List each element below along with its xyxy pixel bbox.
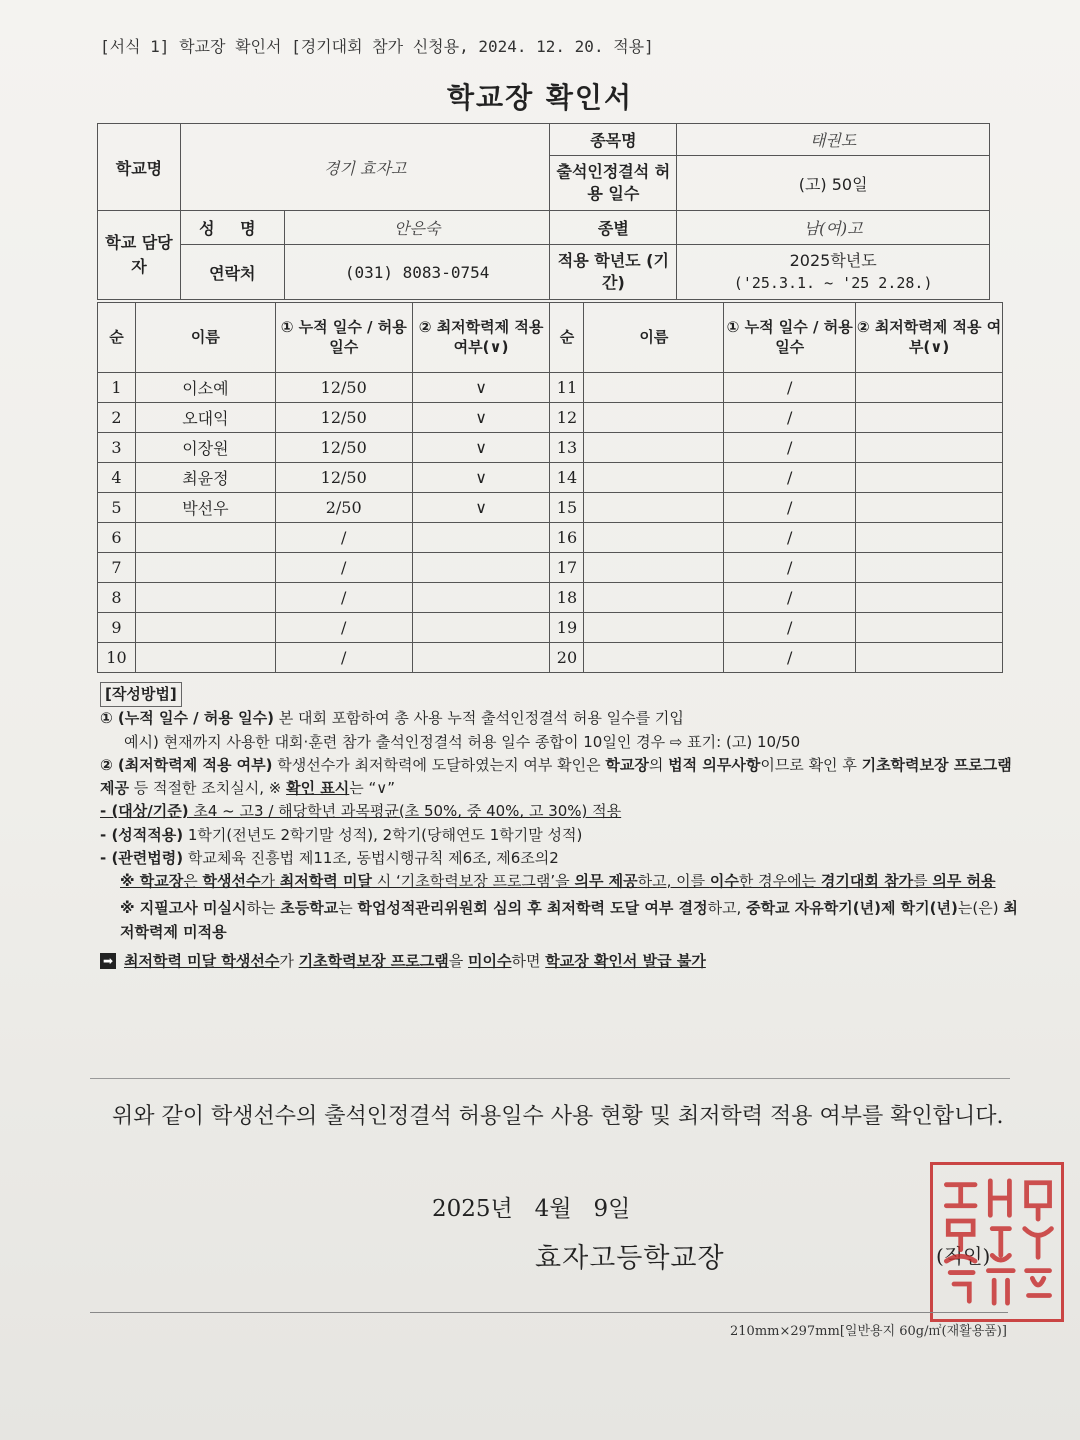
row-check: ∨	[412, 493, 550, 523]
school-name-label: 학교명	[98, 124, 181, 211]
school-name-value: 경기 효자고	[180, 124, 550, 211]
row-check	[856, 553, 1003, 583]
table-row	[98, 373, 1003, 403]
row-no: 16	[550, 523, 584, 553]
row-name: 오대익	[135, 403, 275, 433]
row-days: 2/50	[275, 493, 412, 523]
row-name: 최윤정	[135, 463, 275, 493]
row-days: /	[275, 613, 412, 643]
header-name-right: 이름	[584, 303, 724, 373]
row-no: 7	[98, 553, 136, 583]
row-name	[584, 553, 724, 583]
row-name	[584, 463, 724, 493]
row-no: 1	[98, 373, 136, 403]
row-days: /	[724, 493, 856, 523]
row-check	[856, 523, 1003, 553]
row-name	[584, 373, 724, 403]
footer-divider	[90, 1312, 1008, 1313]
row-days: 12/50	[275, 403, 412, 433]
year-value: 2025학년도	[789, 251, 877, 271]
row-check	[412, 643, 550, 673]
row-days: 12/50	[275, 373, 412, 403]
row-check	[856, 613, 1003, 643]
row-days: /	[724, 463, 856, 493]
row-name	[135, 583, 275, 613]
row-check	[412, 583, 550, 613]
row-check	[856, 493, 1003, 523]
category-value: 남(여)고	[677, 211, 990, 245]
header-check-left: ② 최저학력제 적용 여부(∨)	[412, 303, 550, 373]
contact-label: 연락처	[180, 245, 284, 300]
section-divider	[90, 1078, 1010, 1079]
row-no: 12	[550, 403, 584, 433]
row-no: 3	[98, 433, 136, 463]
row-name: 이장원	[135, 433, 275, 463]
row-check	[856, 403, 1003, 433]
row-check: ∨	[412, 403, 550, 433]
row-check	[412, 553, 550, 583]
principal-signature: 효자고등학교장	[535, 1243, 725, 1274]
table-row	[98, 433, 1003, 463]
row-no: 6	[98, 523, 136, 553]
table-row	[98, 463, 1003, 493]
row-days: /	[724, 583, 856, 613]
row-name: 이소예	[135, 373, 275, 403]
manager-name-value: 안은숙	[284, 211, 550, 245]
roster-body	[98, 373, 1003, 673]
writing-method-section	[100, 682, 1020, 973]
row-no: 2	[98, 403, 136, 433]
form-header: [서식 1] 학교장 확인서 [경기대회 참가 신청용, 2024. 12. 20. 적용]	[100, 37, 654, 56]
row-name	[584, 403, 724, 433]
row-name	[135, 553, 275, 583]
row-name	[135, 613, 275, 643]
row-check	[856, 433, 1003, 463]
row-days: 12/50	[275, 433, 412, 463]
row-days: /	[724, 553, 856, 583]
row-days: /	[275, 553, 412, 583]
method-item-2: ② (최저학력제 적용 여부) 학생선수가 최저학력에 도달하였는지 여부 확인은 학교장의 법적 의무사항이므로 확인 후 기초학력보장 프로그램 제공 등 적절한 조치실시, ※ 확인 표시는 “∨”	[100, 755, 1012, 797]
row-check	[412, 613, 550, 643]
row-name	[584, 613, 724, 643]
school-info-table	[97, 123, 990, 300]
student-roster-table	[97, 302, 1003, 673]
method-title: [작성방법]	[100, 682, 182, 707]
method-grade: - (성적적용) 1학기(전년도 2학기말 성적), 2학기(당해연도 1학기말 성적)	[100, 825, 583, 844]
header-no-right: 순	[550, 303, 584, 373]
row-no: 19	[550, 613, 584, 643]
table-row	[98, 523, 1003, 553]
method-law: - (관련법령) 학교체육 진흥법 제11조, 동법시행규칙 제6조, 제6조의2	[100, 848, 559, 867]
header-days-right: ① 누적 일수 / 허용 일수	[724, 303, 856, 373]
allowed-days-value: (고) 50일	[677, 156, 990, 211]
row-days: /	[724, 403, 856, 433]
row-days: /	[275, 523, 412, 553]
row-check	[856, 373, 1003, 403]
row-no: 13	[550, 433, 584, 463]
row-check: ∨	[412, 373, 550, 403]
row-name	[584, 583, 724, 613]
row-days: /	[275, 583, 412, 613]
method-item-1-example: 예시) 현재까지 사용한 대회·훈련 참가 출석인정결석 허용 일수 종합이 10일인 경우 ⇨ 표기: (고) 10/50	[124, 732, 801, 751]
row-days: /	[724, 523, 856, 553]
row-days: /	[724, 433, 856, 463]
row-no: 14	[550, 463, 584, 493]
row-no: 11	[550, 373, 584, 403]
sport-label: 종목명	[550, 124, 677, 156]
method-target: - (대상/기준) 초4 ~ 고3 / 해당학년 과목평균(초 50%, 중 40%, 고 30%) 적용	[100, 802, 622, 821]
category-label: 종별	[550, 211, 677, 245]
header-days-left: ① 누적 일수 / 허용 일수	[275, 303, 412, 373]
header-name-left: 이름	[135, 303, 275, 373]
table-row	[98, 613, 1003, 643]
row-check	[412, 523, 550, 553]
row-days: /	[724, 643, 856, 673]
seal-icon	[933, 1165, 1061, 1319]
row-name	[135, 643, 275, 673]
year-label: 적용 학년도 (기간)	[550, 245, 677, 300]
table-row	[98, 583, 1003, 613]
row-no: 5	[98, 493, 136, 523]
allowed-days-label: 출석인정결석 허용 일수	[550, 156, 677, 211]
row-no: 20	[550, 643, 584, 673]
official-seal-stamp	[930, 1162, 1064, 1322]
row-no: 8	[98, 583, 136, 613]
row-no: 18	[550, 583, 584, 613]
row-days: /	[724, 373, 856, 403]
method-note-1: ※ 학교장은 학생선수가 최저학력 미달 시 ‘기초학력보장 프로그램’을 의무 제공하고, 이를 이수한 경우에는 경기대회 참가를 의무 허용	[120, 872, 996, 890]
contact-value: (031) 8083-0754	[284, 245, 550, 300]
row-days: /	[275, 643, 412, 673]
row-no: 15	[550, 493, 584, 523]
table-row	[98, 493, 1003, 523]
row-name	[584, 643, 724, 673]
manager-label: 학교 담당자	[98, 211, 181, 300]
method-item-1: ① (누적 일수 / 허용 일수) 본 대회 포함하여 총 사용 누적 출석인정결석 허용 일수를 기입	[100, 709, 684, 728]
row-name	[135, 523, 275, 553]
row-days: 12/50	[275, 463, 412, 493]
year-cell	[677, 245, 990, 300]
row-name	[584, 433, 724, 463]
table-row	[98, 403, 1003, 433]
paper-spec-footer: 210mm×297mm[일반용지 60g/㎡(재활용품)]	[730, 1324, 1007, 1339]
row-no: 9	[98, 613, 136, 643]
table-row	[98, 553, 1003, 583]
row-no: 4	[98, 463, 136, 493]
arrow-right-icon: ➡	[100, 953, 116, 969]
row-days: /	[724, 613, 856, 643]
row-check	[856, 583, 1003, 613]
table-row	[98, 643, 1003, 673]
issue-date: 2025년 4월 9일	[432, 1196, 631, 1222]
row-check: ∨	[412, 463, 550, 493]
row-no: 10	[98, 643, 136, 673]
sport-value: 태권도	[677, 124, 990, 156]
manager-name-label: 성 명	[180, 211, 284, 245]
row-name	[584, 523, 724, 553]
document-title: 학교장 확인서	[446, 81, 634, 114]
row-check	[856, 463, 1003, 493]
row-check: ∨	[412, 433, 550, 463]
row-check	[856, 643, 1003, 673]
row-name: 박선우	[135, 493, 275, 523]
method-note-2: ※ 지필고사 미실시하는 초등학교는 학업성적관리위원회 심의 후 최저학력 도달 여부 결정하고, 중학교 자유학기(년)제 학기(년)는(은) 최저학력제 미적용	[120, 899, 1018, 941]
method-warning: ➡ 최저학력 미달 학생선수가 기초학력보장 프로그램을 미이수하면 학교장 확인서 발급 불가	[100, 950, 1020, 973]
header-no-left: 순	[98, 303, 136, 373]
period-value: ('25.3.1. ~ '25 2.28.)	[733, 273, 933, 292]
seal-label: (직인)	[936, 1244, 991, 1268]
confirmation-statement: 위와 같이 학생선수의 출석인정결석 허용일수 사용 현황 및 최저학력 적용 여부를 확인합니다.	[112, 1104, 1004, 1129]
row-no: 17	[550, 553, 584, 583]
header-check-right: ② 최저학력제 적용 여부(∨)	[856, 303, 1003, 373]
row-name	[584, 493, 724, 523]
